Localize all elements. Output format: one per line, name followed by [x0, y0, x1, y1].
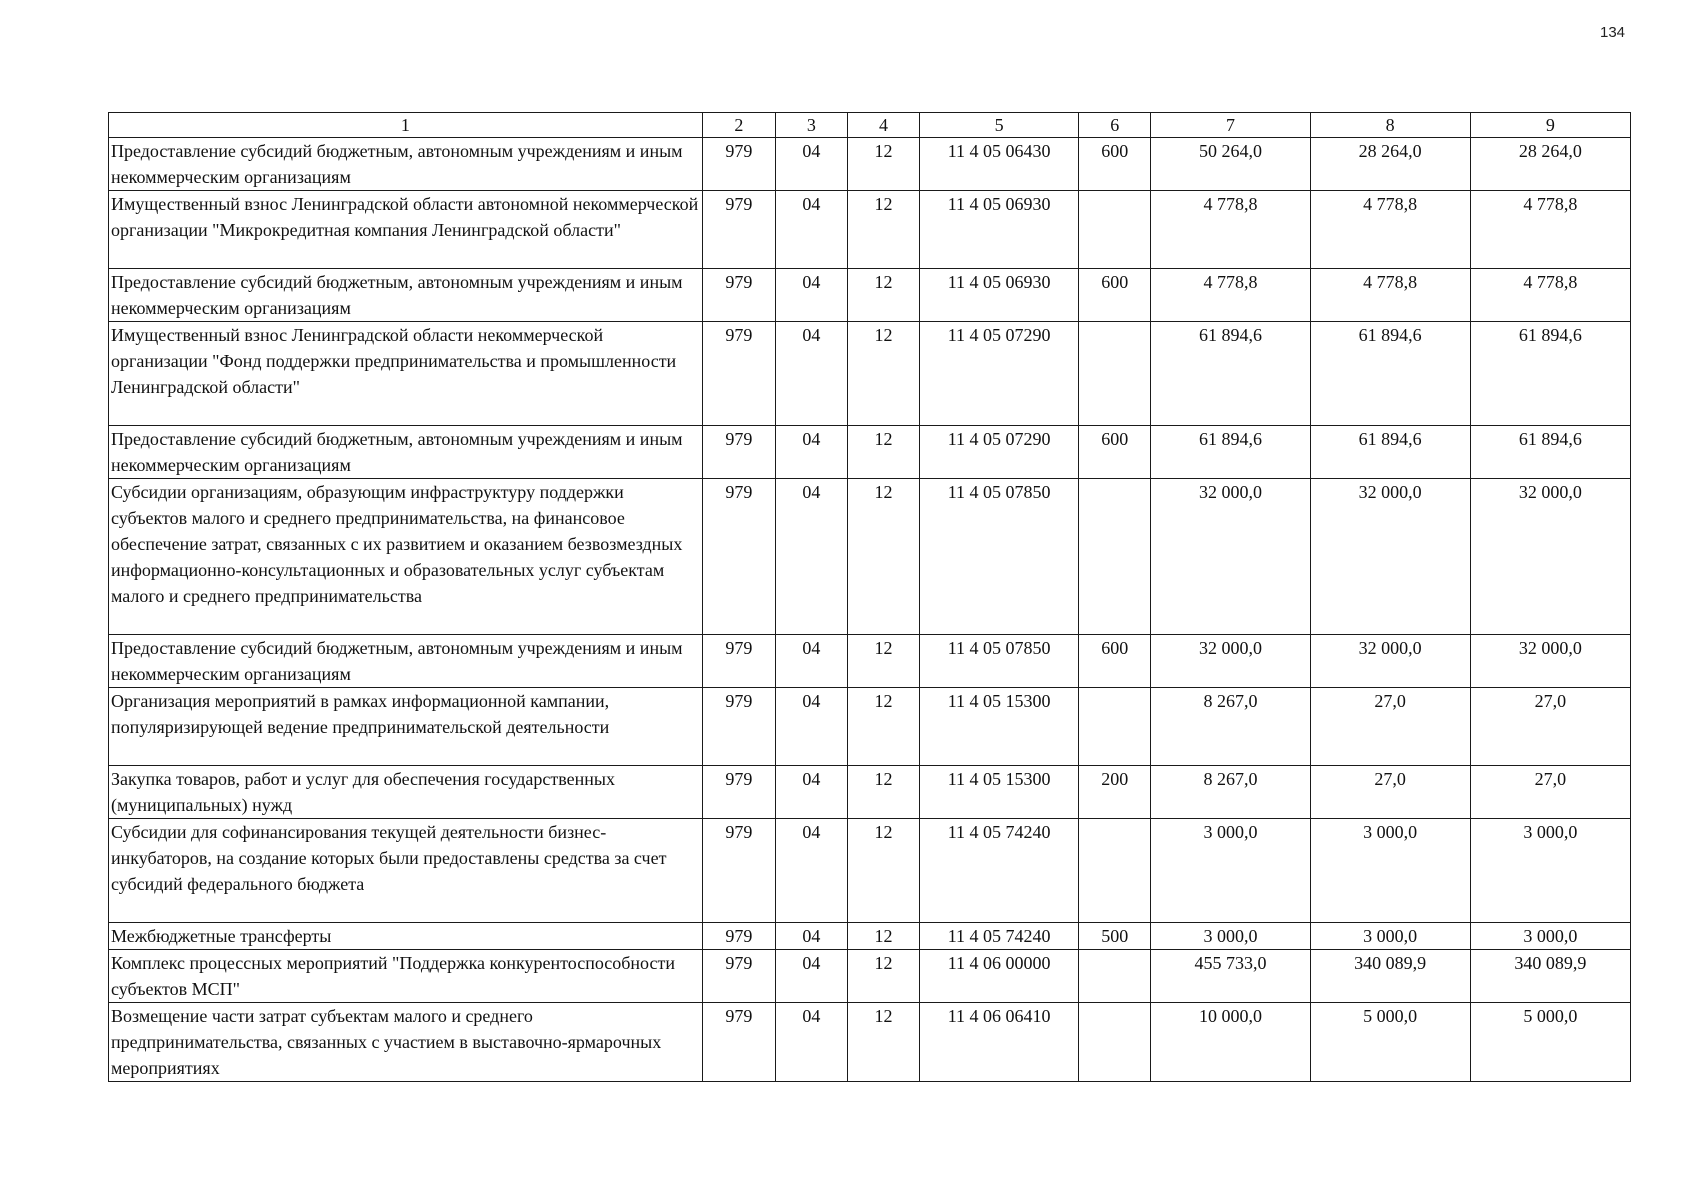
cell-expense-type [1079, 322, 1151, 426]
cell-amount-year2: 3 000,0 [1310, 923, 1470, 950]
table-row [109, 923, 1631, 950]
row-description: Субсидии для софинансирования текущей деятельности бизнес-инкубаторов, на создание которых были предоставлены средства за счет субсидий федерального бюджета [109, 819, 703, 923]
cell-amount-year3: 28 264,0 [1470, 138, 1630, 191]
cell-admin-code: 979 [702, 1003, 775, 1082]
cell-amount-year3: 3 000,0 [1470, 819, 1630, 923]
cell-admin-code: 979 [702, 766, 775, 819]
cell-admin-code: 979 [702, 635, 775, 688]
column-header: 2 [702, 113, 775, 138]
cell-admin-code: 979 [702, 269, 775, 322]
row-description: Межбюджетные трансферты [109, 923, 703, 950]
cell-subsection: 12 [847, 426, 919, 479]
cell-amount-year1: 3 000,0 [1151, 819, 1310, 923]
cell-expense-type: 600 [1079, 635, 1151, 688]
cell-amount-year1: 4 778,8 [1151, 269, 1310, 322]
cell-target-article: 11 4 05 07290 [920, 426, 1079, 479]
column-header: 6 [1079, 113, 1151, 138]
table-row [109, 688, 1631, 766]
row-description: Субсидии организациям, образующим инфраструктуру поддержки субъектов малого и среднего предпринимательства, на финансовое обеспечение затрат, связанных с их развитием и оказанием безвозмездных информационно-консультационных и образовательных услуг субъектам малого и среднего предпринимательства [109, 479, 703, 635]
cell-amount-year1: 8 267,0 [1151, 766, 1310, 819]
cell-amount-year1: 32 000,0 [1151, 479, 1310, 635]
row-description: Предоставление субсидий бюджетным, автономным учреждениям и иным некоммерческим организациям [109, 269, 703, 322]
cell-subsection: 12 [847, 923, 919, 950]
table-row [109, 950, 1631, 1003]
cell-subsection: 12 [847, 688, 919, 766]
cell-expense-type [1079, 819, 1151, 923]
column-header: 4 [847, 113, 919, 138]
cell-amount-year3: 5 000,0 [1470, 1003, 1630, 1082]
cell-amount-year2: 27,0 [1310, 688, 1470, 766]
cell-expense-type: 600 [1079, 269, 1151, 322]
cell-amount-year3: 4 778,8 [1470, 191, 1630, 269]
table-row [109, 819, 1631, 923]
cell-amount-year2: 5 000,0 [1310, 1003, 1470, 1082]
cell-admin-code: 979 [702, 688, 775, 766]
cell-target-article: 11 4 05 06930 [920, 191, 1079, 269]
cell-target-article: 11 4 06 00000 [920, 950, 1079, 1003]
cell-admin-code: 979 [702, 923, 775, 950]
cell-subsection: 12 [847, 1003, 919, 1082]
cell-subsection: 12 [847, 950, 919, 1003]
table-row [109, 635, 1631, 688]
column-header: 3 [775, 113, 847, 138]
cell-expense-type: 600 [1079, 426, 1151, 479]
cell-amount-year1: 61 894,6 [1151, 426, 1310, 479]
cell-amount-year1: 61 894,6 [1151, 322, 1310, 426]
cell-section: 04 [775, 138, 847, 191]
cell-amount-year2: 32 000,0 [1310, 635, 1470, 688]
cell-target-article: 11 4 05 15300 [920, 766, 1079, 819]
cell-section: 04 [775, 819, 847, 923]
cell-amount-year3: 61 894,6 [1470, 322, 1630, 426]
cell-admin-code: 979 [702, 426, 775, 479]
cell-section: 04 [775, 688, 847, 766]
cell-section: 04 [775, 426, 847, 479]
cell-section: 04 [775, 950, 847, 1003]
cell-amount-year1: 3 000,0 [1151, 923, 1310, 950]
row-description: Имущественный взнос Ленинградской области автономной некоммерческой организации "Микрокредитная компания Ленинградской области" [109, 191, 703, 269]
cell-expense-type: 600 [1079, 138, 1151, 191]
cell-amount-year3: 32 000,0 [1470, 479, 1630, 635]
cell-subsection: 12 [847, 479, 919, 635]
column-header: 1 [109, 113, 703, 138]
cell-section: 04 [775, 191, 847, 269]
cell-target-article: 11 4 05 07290 [920, 322, 1079, 426]
cell-amount-year2: 340 089,9 [1310, 950, 1470, 1003]
cell-target-article: 11 4 05 74240 [920, 923, 1079, 950]
cell-amount-year2: 28 264,0 [1310, 138, 1470, 191]
cell-amount-year2: 27,0 [1310, 766, 1470, 819]
cell-expense-type [1079, 950, 1151, 1003]
cell-target-article: 11 4 05 07850 [920, 479, 1079, 635]
cell-section: 04 [775, 923, 847, 950]
cell-target-article: 11 4 05 07850 [920, 635, 1079, 688]
cell-target-article: 11 4 06 06410 [920, 1003, 1079, 1082]
cell-amount-year3: 32 000,0 [1470, 635, 1630, 688]
cell-admin-code: 979 [702, 322, 775, 426]
cell-amount-year3: 61 894,6 [1470, 426, 1630, 479]
table-row [109, 322, 1631, 426]
cell-admin-code: 979 [702, 479, 775, 635]
cell-amount-year2: 4 778,8 [1310, 269, 1470, 322]
cell-target-article: 11 4 05 06430 [920, 138, 1079, 191]
cell-target-article: 11 4 05 15300 [920, 688, 1079, 766]
cell-subsection: 12 [847, 322, 919, 426]
column-header: 5 [920, 113, 1079, 138]
row-description: Организация мероприятий в рамках информационной кампании, популяризирующей ведение предпринимательской деятельности [109, 688, 703, 766]
cell-amount-year1: 32 000,0 [1151, 635, 1310, 688]
cell-amount-year3: 4 778,8 [1470, 269, 1630, 322]
cell-admin-code: 979 [702, 819, 775, 923]
row-description: Закупка товаров, работ и услуг для обеспечения государственных (муниципальных) нужд [109, 766, 703, 819]
cell-amount-year1: 10 000,0 [1151, 1003, 1310, 1082]
column-header: 8 [1310, 113, 1470, 138]
cell-subsection: 12 [847, 766, 919, 819]
cell-expense-type: 500 [1079, 923, 1151, 950]
table-row [109, 1003, 1631, 1082]
cell-amount-year1: 4 778,8 [1151, 191, 1310, 269]
cell-amount-year2: 3 000,0 [1310, 819, 1470, 923]
page-number: 134 [1600, 24, 1626, 41]
cell-subsection: 12 [847, 269, 919, 322]
cell-section: 04 [775, 322, 847, 426]
table-row [109, 426, 1631, 479]
cell-admin-code: 979 [702, 950, 775, 1003]
cell-amount-year3: 3 000,0 [1470, 923, 1630, 950]
cell-amount-year2: 32 000,0 [1310, 479, 1470, 635]
row-description: Возмещение части затрат субъектам малого и среднего предпринимательства, связанных с участием в выставочно-ярмарочных мероприятиях [109, 1003, 703, 1082]
cell-expense-type [1079, 479, 1151, 635]
column-header: 9 [1470, 113, 1630, 138]
table-row [109, 138, 1631, 191]
cell-section: 04 [775, 635, 847, 688]
cell-subsection: 12 [847, 819, 919, 923]
table-row [109, 269, 1631, 322]
row-description: Имущественный взнос Ленинградской области некоммерческой организации "Фонд поддержки предпринимательства и промышленности Ленинградской области" [109, 322, 703, 426]
cell-expense-type: 200 [1079, 766, 1151, 819]
cell-section: 04 [775, 479, 847, 635]
cell-amount-year2: 4 778,8 [1310, 191, 1470, 269]
cell-amount-year1: 8 267,0 [1151, 688, 1310, 766]
cell-admin-code: 979 [702, 191, 775, 269]
cell-amount-year3: 27,0 [1470, 766, 1630, 819]
cell-section: 04 [775, 766, 847, 819]
cell-amount-year1: 455 733,0 [1151, 950, 1310, 1003]
cell-target-article: 11 4 05 74240 [920, 819, 1079, 923]
table-row [109, 191, 1631, 269]
cell-amount-year3: 27,0 [1470, 688, 1630, 766]
cell-section: 04 [775, 1003, 847, 1082]
table-body [109, 113, 1631, 1082]
row-description: Предоставление субсидий бюджетным, автономным учреждениям и иным некоммерческим организациям [109, 635, 703, 688]
table-row [109, 766, 1631, 819]
cell-amount-year3: 340 089,9 [1470, 950, 1630, 1003]
cell-subsection: 12 [847, 138, 919, 191]
cell-amount-year2: 61 894,6 [1310, 426, 1470, 479]
column-header: 7 [1151, 113, 1310, 138]
cell-subsection: 12 [847, 635, 919, 688]
table-header-row [109, 113, 1631, 138]
budget-table [108, 112, 1631, 1082]
cell-expense-type [1079, 1003, 1151, 1082]
row-description: Комплекс процессных мероприятий "Поддержка конкурентоспособности субъектов МСП" [109, 950, 703, 1003]
table-row [109, 479, 1631, 635]
row-description: Предоставление субсидий бюджетным, автономным учреждениям и иным некоммерческим организациям [109, 426, 703, 479]
row-description: Предоставление субсидий бюджетным, автономным учреждениям и иным некоммерческим организациям [109, 138, 703, 191]
cell-expense-type [1079, 191, 1151, 269]
cell-expense-type [1079, 688, 1151, 766]
cell-amount-year1: 50 264,0 [1151, 138, 1310, 191]
cell-admin-code: 979 [702, 138, 775, 191]
cell-section: 04 [775, 269, 847, 322]
cell-subsection: 12 [847, 191, 919, 269]
cell-amount-year2: 61 894,6 [1310, 322, 1470, 426]
cell-target-article: 11 4 05 06930 [920, 269, 1079, 322]
